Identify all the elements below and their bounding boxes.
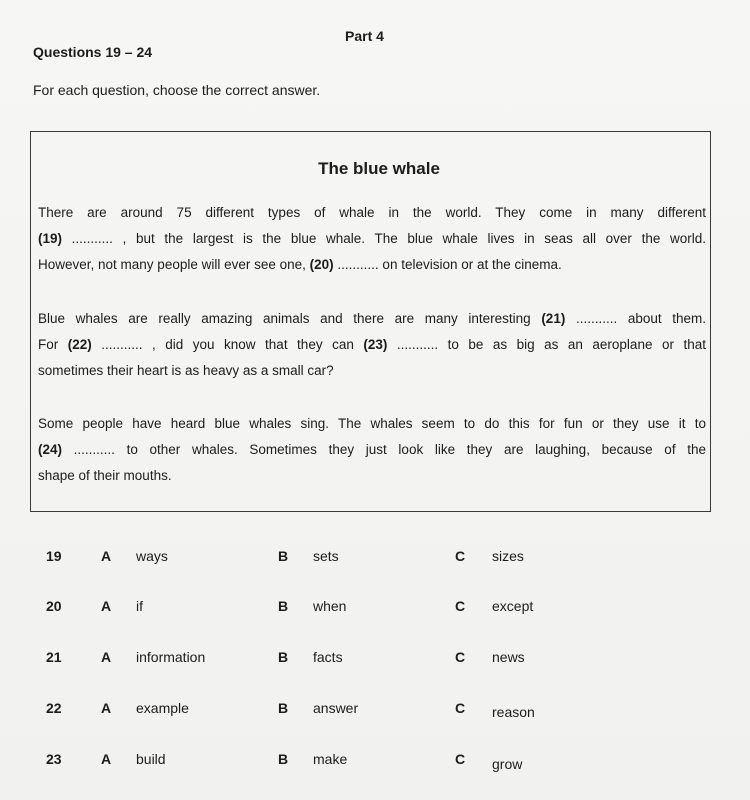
option-letter-a: A (101, 751, 112, 767)
option-letter-b: B (278, 548, 289, 564)
option-a[interactable]: ways (136, 548, 168, 564)
option-b[interactable]: sets (313, 548, 339, 564)
paragraph-line: shape of their mouths. (38, 468, 172, 483)
option-c[interactable]: reason (492, 704, 535, 720)
gap-number: (19) (38, 231, 63, 246)
question-number: 21 (46, 649, 62, 665)
option-letter-c: C (455, 751, 466, 767)
option-letter-b: B (278, 700, 289, 716)
paragraph-text: ........... to other whales. Sometimes they just look like they are laughing, because of the (62, 442, 706, 457)
option-c[interactable]: except (492, 598, 534, 614)
option-letter-a: A (101, 598, 112, 614)
gap-number: (21) (541, 311, 566, 326)
gap-number: (22) (67, 337, 92, 352)
option-a[interactable]: information (136, 649, 206, 665)
option-a[interactable]: build (136, 751, 166, 767)
paragraph-line (38, 332, 706, 358)
question-number: 20 (46, 598, 62, 614)
paragraph-line (38, 226, 706, 252)
passage-paragraph-3 (38, 411, 706, 489)
paragraph-text: ........... to be as big as an aeroplane or that (387, 337, 706, 352)
gap-number: (20) (309, 257, 334, 272)
passage-paragraph-1 (38, 200, 706, 278)
gap-number: (24) (38, 442, 63, 457)
option-letter-b: B (278, 649, 289, 665)
option-b[interactable]: make (313, 751, 348, 767)
paragraph-text: ........... , did you know that they can (91, 337, 364, 352)
option-c[interactable]: news (492, 649, 525, 665)
paragraph-line (38, 252, 706, 278)
question-row-21 (0, 649, 750, 673)
question-row-22 (0, 700, 750, 724)
passage-paragraph-2 (38, 306, 706, 384)
option-a[interactable]: example (136, 700, 189, 716)
option-c[interactable]: sizes (492, 548, 524, 564)
paragraph-text: Blue whales are really amazing animals and there are many interesting (38, 311, 542, 326)
paragraph-line (38, 306, 706, 332)
question-number: 19 (46, 548, 62, 564)
question-row-19 (0, 548, 750, 572)
option-letter-a: A (101, 700, 112, 716)
option-letter-c: C (455, 649, 466, 665)
option-letter-b: B (278, 598, 289, 614)
paragraph-line: sometimes their heart is as heavy as a small car? (38, 363, 334, 378)
paragraph-text: However, not many people will ever see one, (38, 257, 310, 272)
option-letter-b: B (278, 751, 289, 767)
question-number: 23 (46, 751, 62, 767)
question-row-20 (0, 598, 750, 622)
paragraph-text: ........... , but the largest is the blue whale. The blue whale lives in seas all over the world. (62, 231, 706, 246)
question-number: 22 (46, 700, 62, 716)
paragraph-text: ........... about them. (565, 311, 706, 326)
option-letter-c: C (455, 598, 466, 614)
question-row-23 (0, 751, 750, 775)
option-c[interactable]: grow (492, 756, 523, 772)
paragraph-line (38, 437, 706, 463)
option-b[interactable]: when (313, 598, 347, 614)
option-letter-a: A (101, 548, 112, 564)
paragraph-text: ........... on television or at the cinema. (333, 257, 562, 272)
paragraph-line: Some people have heard blue whales sing. The whales seem to do this for fun or they use it to (38, 416, 706, 431)
instruction-text: For each question, choose the correct answer. (33, 82, 321, 98)
questions-range: Questions 19 – 24 (33, 44, 153, 60)
passage-title: The blue whale (318, 159, 440, 178)
option-letter-c: C (455, 548, 466, 564)
part-heading: Part 4 (345, 28, 384, 44)
paragraph-text: For (38, 337, 68, 352)
paragraph-line: There are around 75 different types of whale in the world. They come in many different (38, 205, 706, 220)
gap-number: (23) (363, 337, 388, 352)
option-letter-c: C (455, 700, 466, 716)
option-a[interactable]: if (136, 598, 143, 614)
option-b[interactable]: facts (313, 649, 343, 665)
option-b[interactable]: answer (313, 700, 359, 716)
option-letter-a: A (101, 649, 112, 665)
